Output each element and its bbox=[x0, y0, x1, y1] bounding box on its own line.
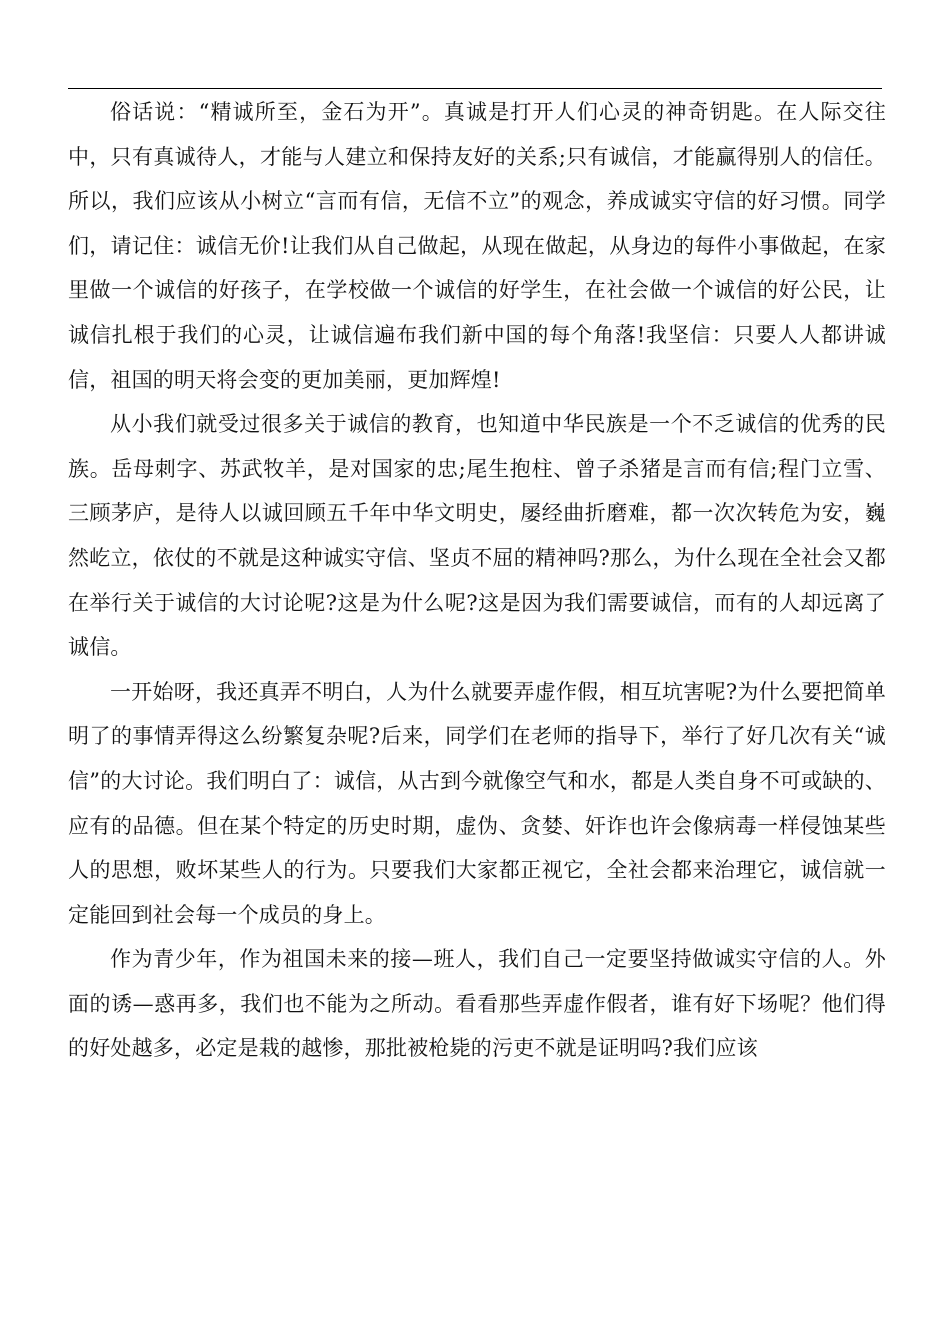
paragraph-1: 俗话说：“精诚所至，金石为开”。真诚是打开人们心灵的神奇钥匙。在人际交往中，只有真诚待人，才能与人建立和保持友好的关系;只有诚信，才能赢得别人的信任。所以，我们应该从小树立“言而有信，无信不立”的观念，养成诚实守信的好习惯。同学们，请记住：诚信无价!让我们从自己做起，从现在做起，从身边的每件小事做起，在家里做一个诚信的好孩子，在学校做一个诚信的好学生，在社会做一个诚信的好公民，让诚信扎根于我们的心灵，让诚信遍布我们新中国的每个角落!我坚信：只要人人都讲诚信，祖国的明天将会变的更加美丽，更加辉煌! bbox=[68, 100, 886, 392]
paragraph-4: 作为青少年，作为祖国未来的接—班人，我们自己一定要坚持做诚实守信的人。外面的诱—惑再多，我们也不能为之所动。看看那些弄虚作假者，谁有好下场呢？他们得的好处越多，必定是栽的越惨，那批被枪毙的污吏不就是证明吗?我们应该 bbox=[68, 947, 886, 1061]
paragraph-2: 从小我们就受过很多关于诚信的教育，也知道中华民族是一个不乏诚信的优秀的民族。岳母刺字、苏武牧羊，是对国家的忠;尾生抱柱、曾子杀猪是言而有信;程门立雪、三顾茅庐，是待人以诚回顾五千年中华文明史，屡经曲折磨难，都一次次转危为安，巍然屹立，依仗的不就是这种诚实守信、坚贞不屈的精神吗?那么，为什么现在全社会又都在举行关于诚信的大讨论呢?这是为什么呢?这是因为我们需要诚信，而有的人却远离了诚信。 bbox=[68, 412, 886, 660]
header-rule bbox=[68, 88, 882, 89]
document-body bbox=[68, 90, 886, 1071]
paragraph-3: 一开始呀，我还真弄不明白，人为什么就要弄虚作假，相互坑害呢?为什么要把简单明了的事情弄得这么纷繁复杂呢?后来，同学们在老师的指导下，举行了好几次有关“诚信”的大讨论。我们明白了：诚信，从古到今就像空气和水，都是人类自身不可或缺的、应有的品德。但在某个特定的历史时期，虚伪、贪婪、奸诈也许会像病毒一样侵蚀某些人的思想，败坏某些人的行为。只要我们大家都正视它，全社会都来治理它，诚信就一定能回到社会每一个成员的身上。 bbox=[68, 679, 886, 927]
